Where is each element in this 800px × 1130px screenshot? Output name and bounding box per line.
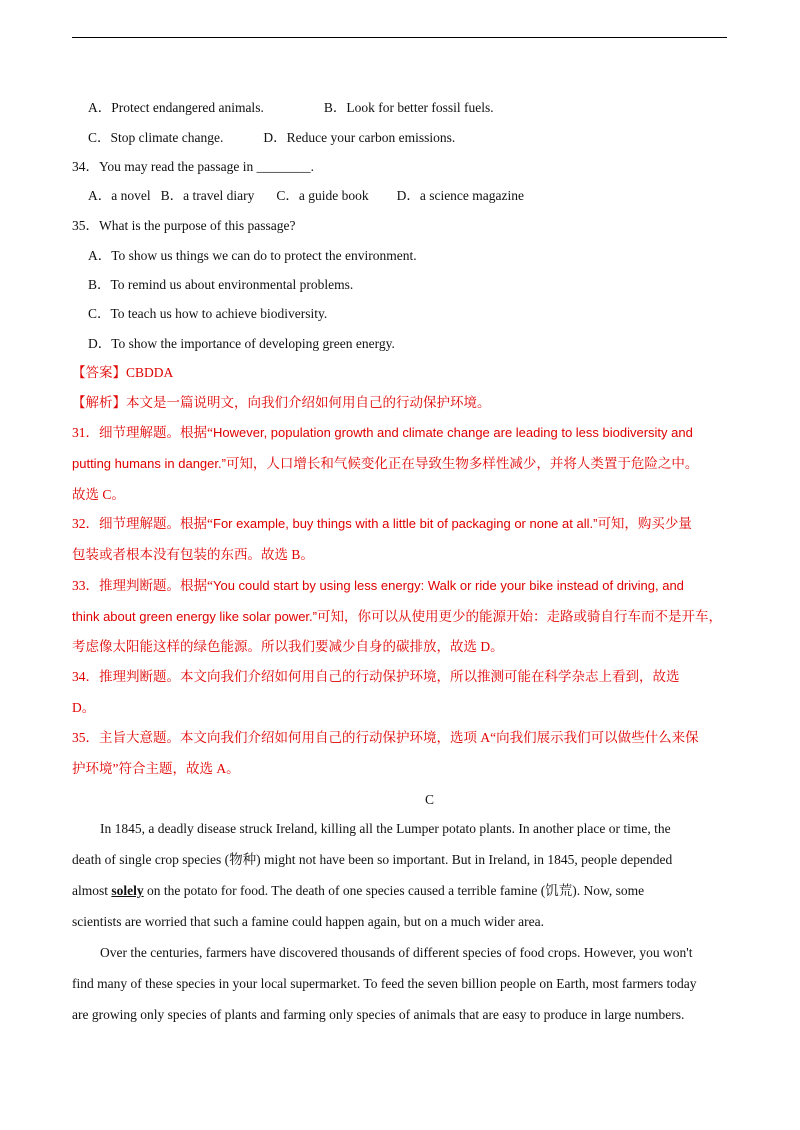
explanation-34-line-2: D。 — [72, 700, 96, 715]
explanation-35-line-2: 护环境”符合主题，故选 A。 — [72, 761, 240, 776]
q34-option-b: B．a travel diary — [160, 188, 255, 203]
q33-option-c: C．Stop climate change. — [88, 130, 224, 145]
q34-stem: 34．You may read the passage in ________. — [72, 159, 314, 174]
q35-option-d: D．To show the importance of developing green energy. — [88, 336, 395, 351]
q35-option-c: C．To teach us how to achieve biodiversity. — [88, 306, 328, 321]
passage-text: on the potato for food. The death of one species caused a terrible famine (饥荒). Now, some — [143, 883, 645, 898]
explanation-34-line-1: 34．推理判断题。本文向我们介绍如何用自己的行动保护环境，所以推测可能在科学杂志上看到，故选 — [72, 669, 680, 684]
answer-line — [72, 364, 732, 382]
q33-option-d: D．Reduce your carbon emissions. — [263, 130, 456, 145]
header-rule — [72, 37, 727, 38]
explanation-33-line-3: 考虑像太阳能这样的绿色能源。所以我们要减少自身的碳排放，故选 D。 — [72, 639, 504, 654]
explanation-32-line-2: 包装或者根本没有包装的东西。故选 B。 — [72, 547, 314, 562]
q34-option-a: A．a novel — [88, 188, 151, 203]
q34-option-c: C．a guide book — [276, 188, 369, 203]
q34-options — [88, 187, 748, 205]
q35-stem: 35．What is the purpose of this passage? — [72, 218, 296, 233]
explanation-33-prefix: 33．推理判断题。根据“ — [72, 578, 213, 593]
q35-option-b: B．To remind us about environmental problems. — [88, 277, 354, 292]
explanation-33-text: 可知，你可以从使用更少的能源开始：走路或骑自行车而不是开车， — [316, 609, 722, 624]
q34-option-d: D．a science magazine — [396, 188, 525, 203]
q33-option-a: A．Protect endangered animals. — [88, 100, 264, 115]
explanation-32-line-1 — [72, 515, 732, 533]
q33-option-row-2 — [88, 129, 748, 147]
answer-value: CBDDA — [126, 365, 174, 380]
passage-p2-line-1: Over the centuries, farmers have discovered thousands of different species of food crops. However, you won't — [100, 945, 693, 960]
underlined-word: solely — [111, 883, 144, 898]
analysis-summary: 本文是一篇说明文，向我们介绍如何用自己的行动保护环境。 — [126, 395, 491, 410]
q33-option-row-1 — [88, 99, 748, 117]
explanation-31-quote: However, population growth and climate change are leading to less biodiversity and — [213, 425, 693, 440]
explanation-33-quote: You could start by using less energy: Walk or ride your bike instead of driving, and — [213, 578, 684, 593]
passage-p1-line-3 — [72, 882, 732, 900]
passage-p1-line-2: death of single crop species (物种) might not have been so important. But in Ireland, in 1845, people depended — [72, 852, 673, 867]
analysis-summary-line — [72, 394, 732, 412]
section-heading: C — [424, 792, 434, 807]
explanation-31-line-2 — [72, 455, 732, 473]
explanation-31-line-1 — [72, 424, 732, 442]
explanation-33-quote-end: think about green energy like solar power.” — [72, 609, 317, 624]
q33-option-b: B．Look for better fossil fuels. — [323, 100, 494, 115]
analysis-label: 【解析】 — [72, 395, 126, 410]
passage-text: almost — [72, 883, 112, 898]
explanation-35-line-1: 35．主旨大意题。本文向我们介绍如何用自己的行动保护环境，选项 A“向我们展示我们可以做些什么来保 — [72, 730, 699, 745]
explanation-32-text: 可知，购买少量 — [597, 516, 692, 531]
explanation-32-prefix: 32．细节理解题。根据“ — [72, 516, 213, 531]
answer-label: 【答案】 — [72, 365, 126, 380]
explanation-32-quote: For example, buy things with a little bit of packaging or none at all.” — [213, 516, 598, 531]
passage-p2-line-2: find many of these species in your local supermarket. To feed the seven billion people on Earth, most farmers today — [72, 976, 697, 991]
passage-p1-line-4: scientists are worried that such a famine could happen again, but on a much wider area. — [72, 914, 544, 929]
explanation-31-prefix: 31．细节理解题。根据“ — [72, 425, 213, 440]
passage-p2-line-3: are growing only species of plants and farming only species of animals that are easy to produce in large numbers. — [72, 1007, 685, 1022]
explanation-33-line-2 — [72, 608, 732, 626]
explanation-33-line-1 — [72, 577, 732, 595]
explanation-31-line-3: 故选 C。 — [72, 487, 125, 502]
explanation-31-text: 可知，人口增长和气候变化正在导致生物多样性减少，并将人类置于危险之中。 — [225, 456, 699, 471]
q35-option-a: A．To show us things we can do to protect the environment. — [88, 248, 417, 263]
passage-p1-line-1: In 1845, a deadly disease struck Ireland, killing all the Lumper potato plants. In another place or time, the — [100, 821, 671, 836]
explanation-31-quote-end: putting humans in danger.” — [72, 456, 226, 471]
